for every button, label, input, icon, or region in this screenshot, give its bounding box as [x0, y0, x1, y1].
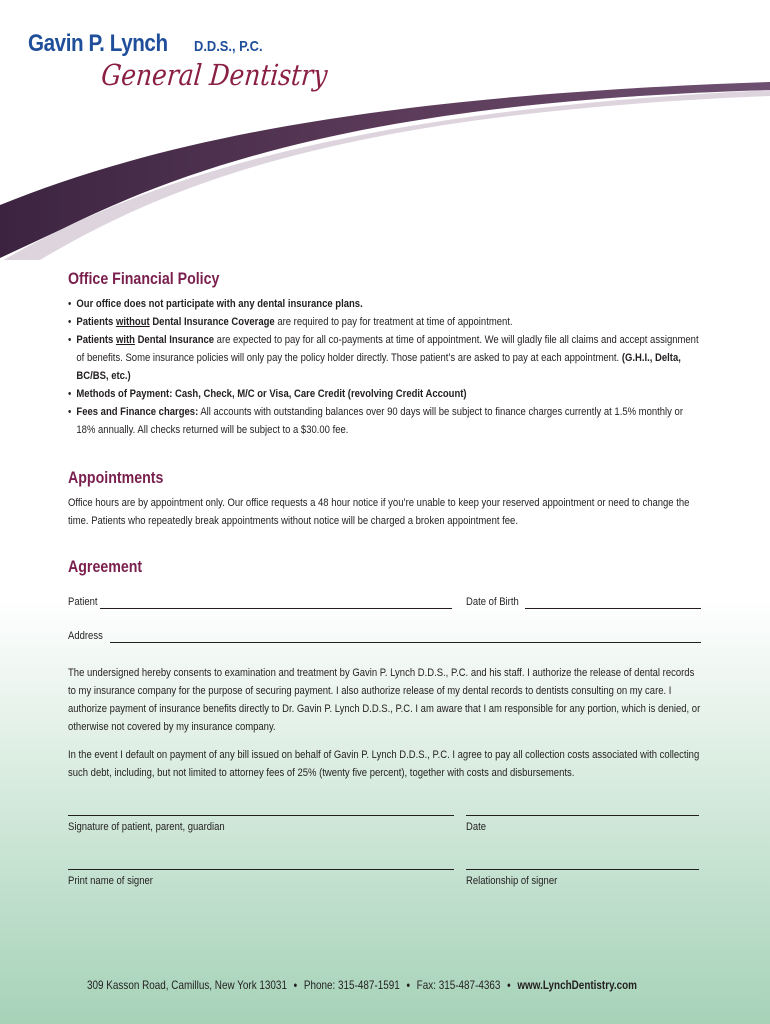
dob-row [466, 596, 529, 608]
patient-label: Patient [68, 596, 98, 608]
dob-field[interactable] [525, 597, 701, 609]
policy-item: • Our office does not participate with any dental insurance plans. [68, 295, 704, 313]
footer-separator: • [293, 978, 298, 992]
dob-label: Date of Birth [466, 596, 519, 608]
address-row [68, 630, 109, 642]
date-label: Date [466, 821, 487, 833]
footer-fax: Fax: 315-487-4363 [416, 978, 501, 992]
print-name-label: Print name of signer [68, 875, 153, 887]
consent-paragraph: The undersigned hereby consents to examination and treatment by Gavin P. Lynch D.D.S., P.C. and his staff. I authorize the release of dental records to my insurance company for the purpose of securing payment. I also authorize release of my dental records to dentists consulting on my care. I authorize payment of insurance benefits directly to Dr. Gavin P. Lynch D.D.S., P.C. I am aware that I am responsible for any portion, which is denied, or otherwise not covered by my insurance company. [68, 667, 701, 733]
signature-field[interactable] [68, 815, 454, 816]
practice-logo [28, 30, 329, 110]
policy-list [68, 295, 704, 439]
practice-credentials: D.D.S., P.C. [194, 38, 263, 55]
address-field[interactable] [110, 631, 701, 643]
policy-item: • Methods of Payment: Cash, Check, M/C or Visa, Care Credit (revolving Credit Account) [68, 385, 704, 403]
footer-address: 309 Kasson Road, Camillus, New York 13031 [87, 978, 287, 992]
default-paragraph: In the event I default on payment of any bill issued on behalf of Gavin P. Lynch D.D.S., P.C. I agree to pay all collection costs associated with collecting such debt, including, but not limited to attorney fees of 25% (twenty five percent), together with costs and disbursements. [68, 749, 700, 779]
address-label: Address [68, 630, 103, 642]
policy-item: • Fees and Finance charges: All accounts with outstanding balances over 90 days will be subject to finance charges currently at 1.5% monthly or 18% annually. All checks returned will be subject to a $30.00 fee. [68, 403, 704, 439]
footer-contact [87, 978, 692, 992]
agreement-heading: Agreement [68, 558, 143, 576]
date-field[interactable] [466, 815, 699, 816]
footer-separator: • [406, 978, 410, 992]
appointments-heading: Appointments [68, 469, 164, 487]
footer-website-link[interactable]: www.LynchDentistry.com [517, 978, 638, 992]
relationship-label: Relationship of signer [466, 875, 558, 887]
relationship-field[interactable] [466, 869, 699, 870]
print-name-field[interactable] [68, 869, 454, 870]
policy-item: • Patients without Dental Insurance Coverage are required to pay for treatment at time of appointment. [68, 313, 704, 331]
footer-phone: Phone: 315-487-1591 [303, 978, 400, 992]
policy-heading: Office Financial Policy [68, 270, 220, 288]
practice-name: Gavin P. Lynch [28, 30, 168, 57]
policy-item: • Patients with Dental Insurance are expected to pay for all co-payments at time of appointment. We will gladly file all claims and accept assignment of benefits. Some insurance policies will only pay the policy holder directly. Those patient’s are asked to pay at each appointment. (G.H.I., Delta, BC/BS, etc.) [68, 331, 704, 385]
patient-row [68, 596, 103, 608]
practice-subtitle: General Dentistry [99, 58, 329, 92]
signature-label: Signature of patient, parent, guardian [68, 821, 225, 833]
appointments-text: Office hours are by appointment only. Our office requests a 48 hour notice if you’re unable to keep your reserved appointment or need to change the time. Patients who repeatedly break appointments without notice will be charged a broken appointment fee. [68, 497, 690, 527]
footer-separator: • [507, 978, 511, 992]
patient-field[interactable] [100, 597, 452, 609]
